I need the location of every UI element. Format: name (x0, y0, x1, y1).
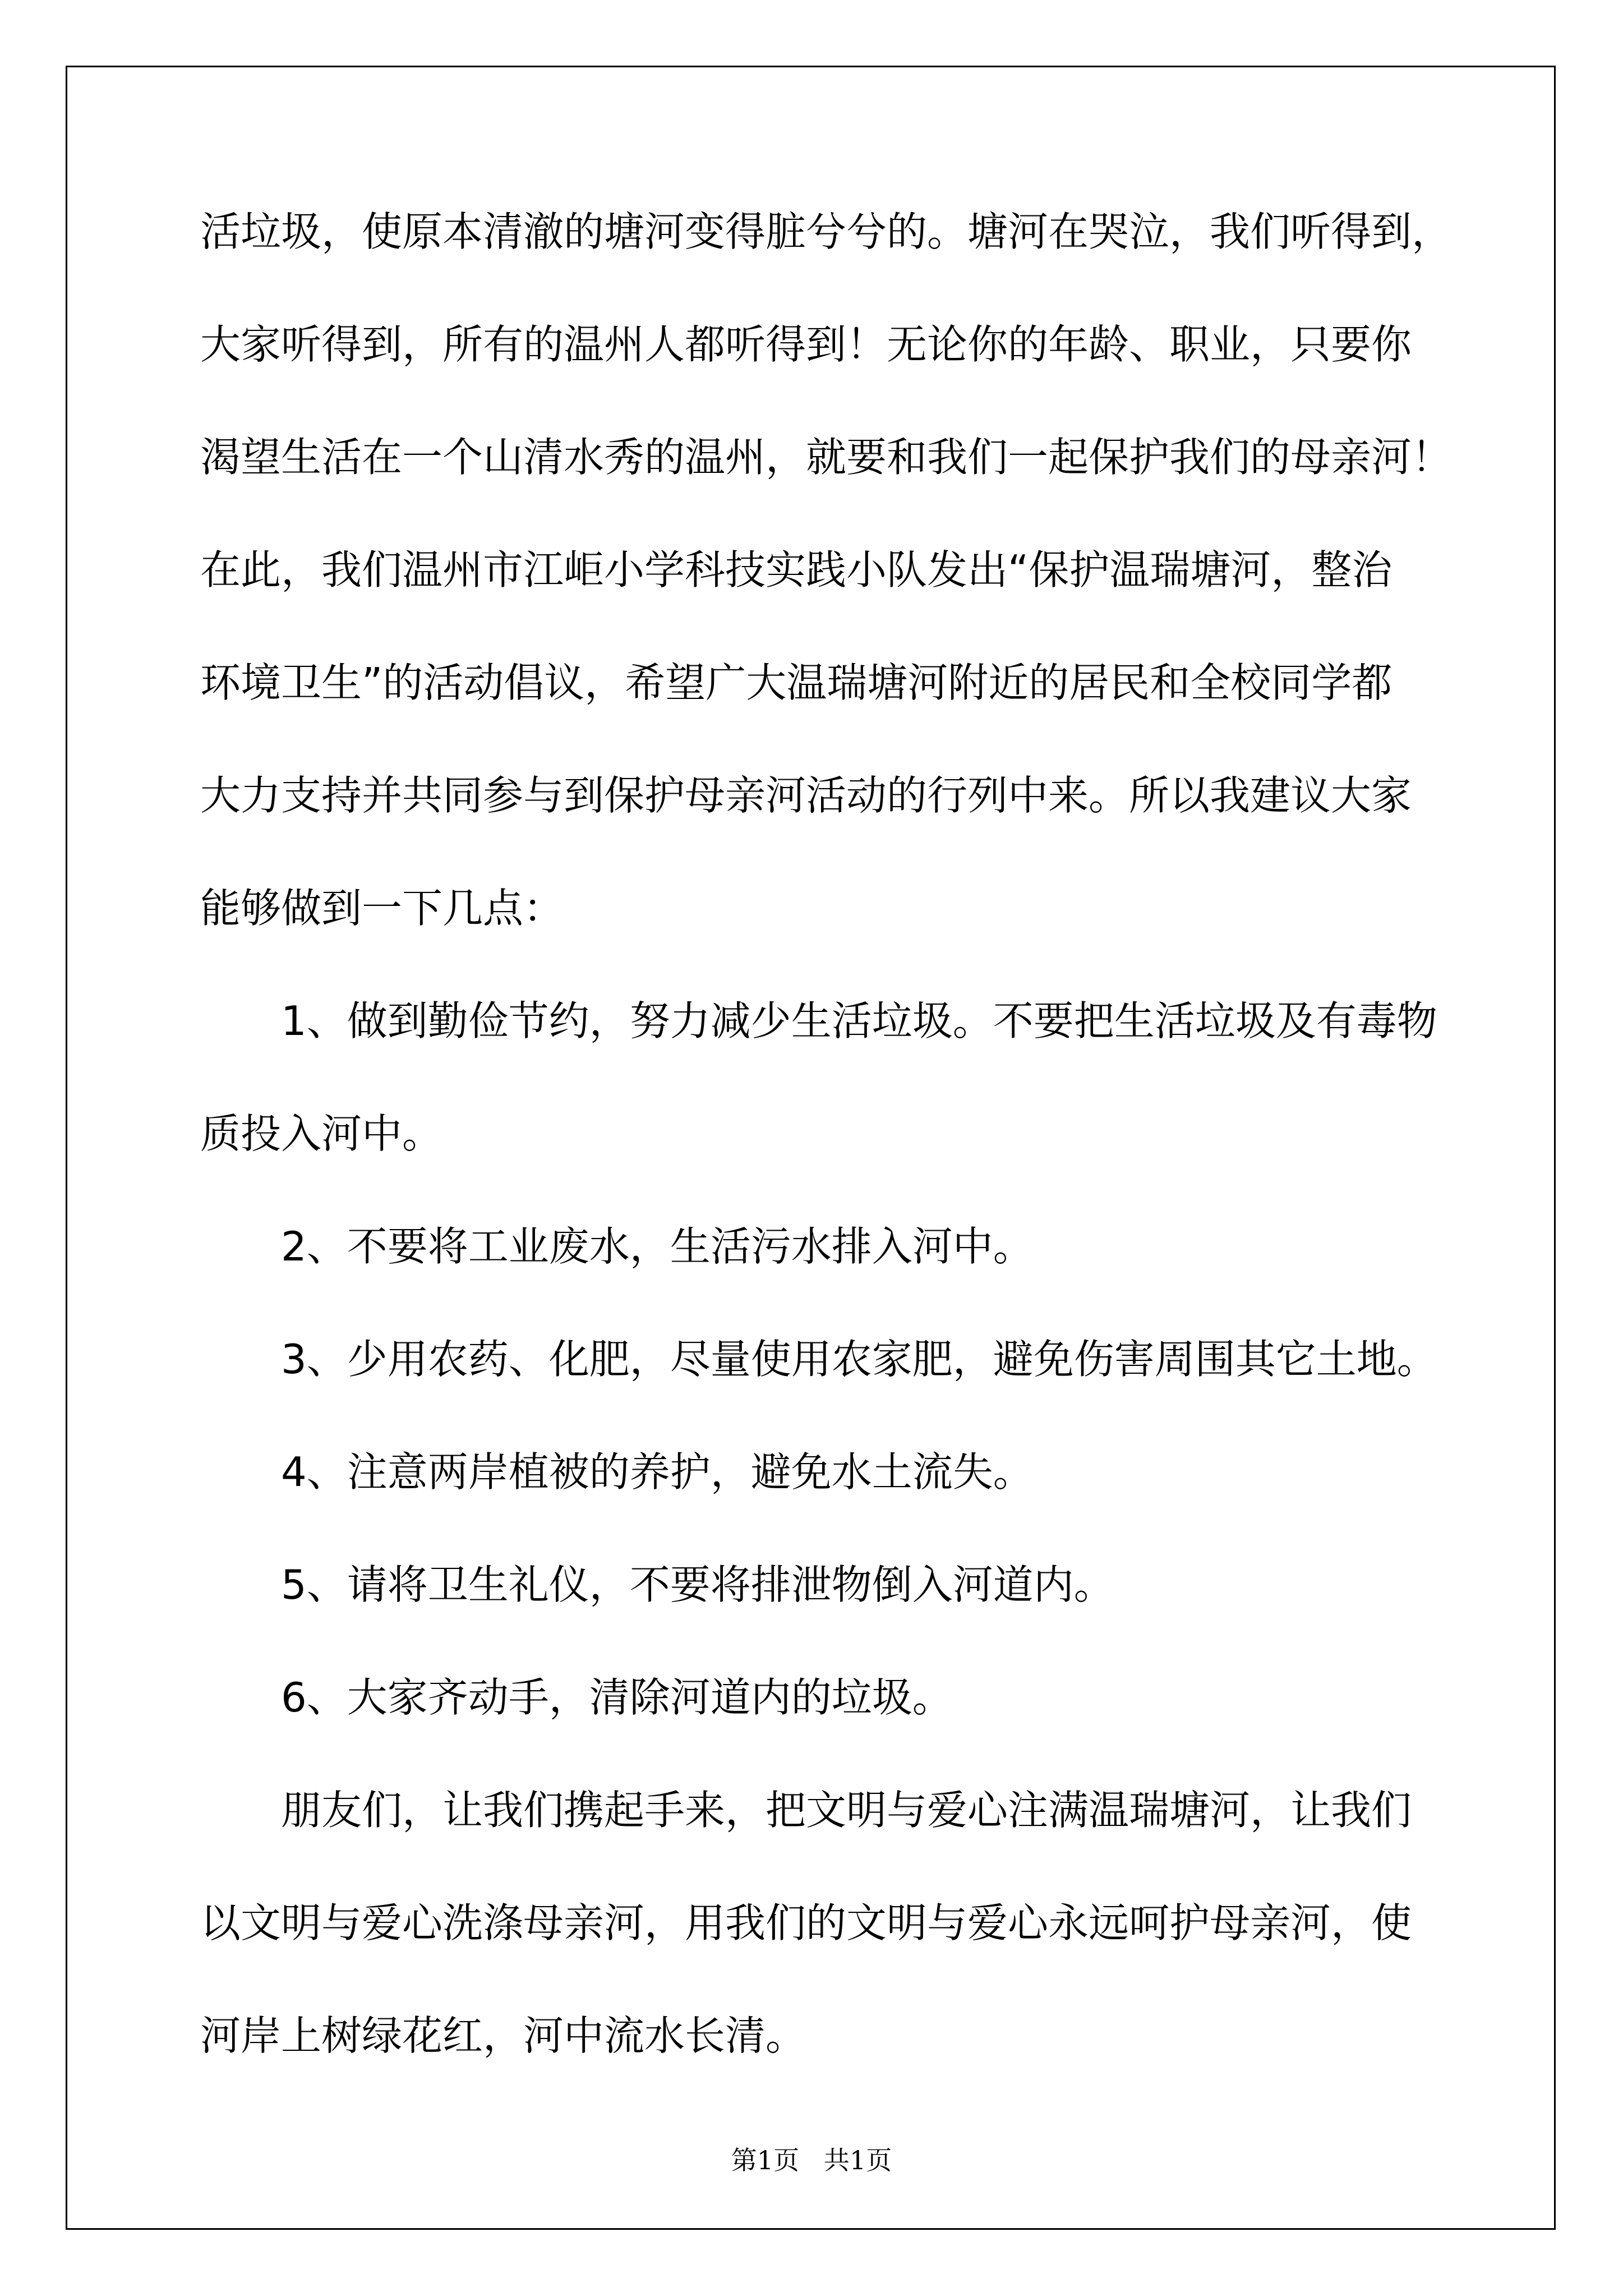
list-item: 6、大家齐动手，清除河道内的垃圾。 (281, 1674, 953, 1721)
body-line: 以文明与爱心洗涤母亲河，用我们的文明与爱心永远呵护母亲河，使 (200, 1899, 1412, 1947)
body-line: 能够做到一下几点： (200, 885, 564, 932)
list-item: 2、不要将工业废水，生活污水排入河中。 (281, 1223, 1034, 1270)
body-line: 活垃圾，使原本清澈的塘河变得脏兮兮的。塘河在哭泣，我们听得到， (200, 208, 1453, 255)
body-line: 在此，我们温州市江岠小学科技实践小队发出“保护温瑞塘河，整治 (200, 546, 1393, 593)
body-line: 朋友们，让我们携起手来，把文明与爱心注满温瑞塘河，让我们 (281, 1787, 1412, 1834)
body-line: 大力支持并共同参与到保护母亲河活动的行列中来。所以我建议大家 (200, 772, 1412, 819)
body-line: 环境卫生”的活动倡议，希望广大温瑞塘河附近的居民和全校同学都 (200, 659, 1393, 706)
list-item: 1、做到勤俭节约，努力减少生活垃圾。不要把生活垃圾及有毒物 (281, 997, 1437, 1045)
list-item: 4、注意两岸植被的养护，避免水土流失。 (281, 1448, 1034, 1496)
body-line: 河岸上树绿花红，河中流水长清。 (200, 2012, 806, 2059)
list-item: 5、请将卫生礼仪，不要将排泄物倒入河道内。 (281, 1561, 1114, 1608)
body-line: 质投入河中。 (200, 1110, 443, 1157)
page-footer: 第1页 共1页 (731, 2145, 892, 2175)
body-line: 大家听得到，所有的温州人都听得到！无论你的年龄、职业，只要你 (200, 321, 1412, 368)
list-item: 3、少用农药、化肥，尽量使用农家肥，避免伤害周围其它土地。 (281, 1336, 1437, 1383)
body-line: 渴望生活在一个山清水秀的温州，就要和我们一起保护我们的母亲河！ (200, 434, 1453, 481)
